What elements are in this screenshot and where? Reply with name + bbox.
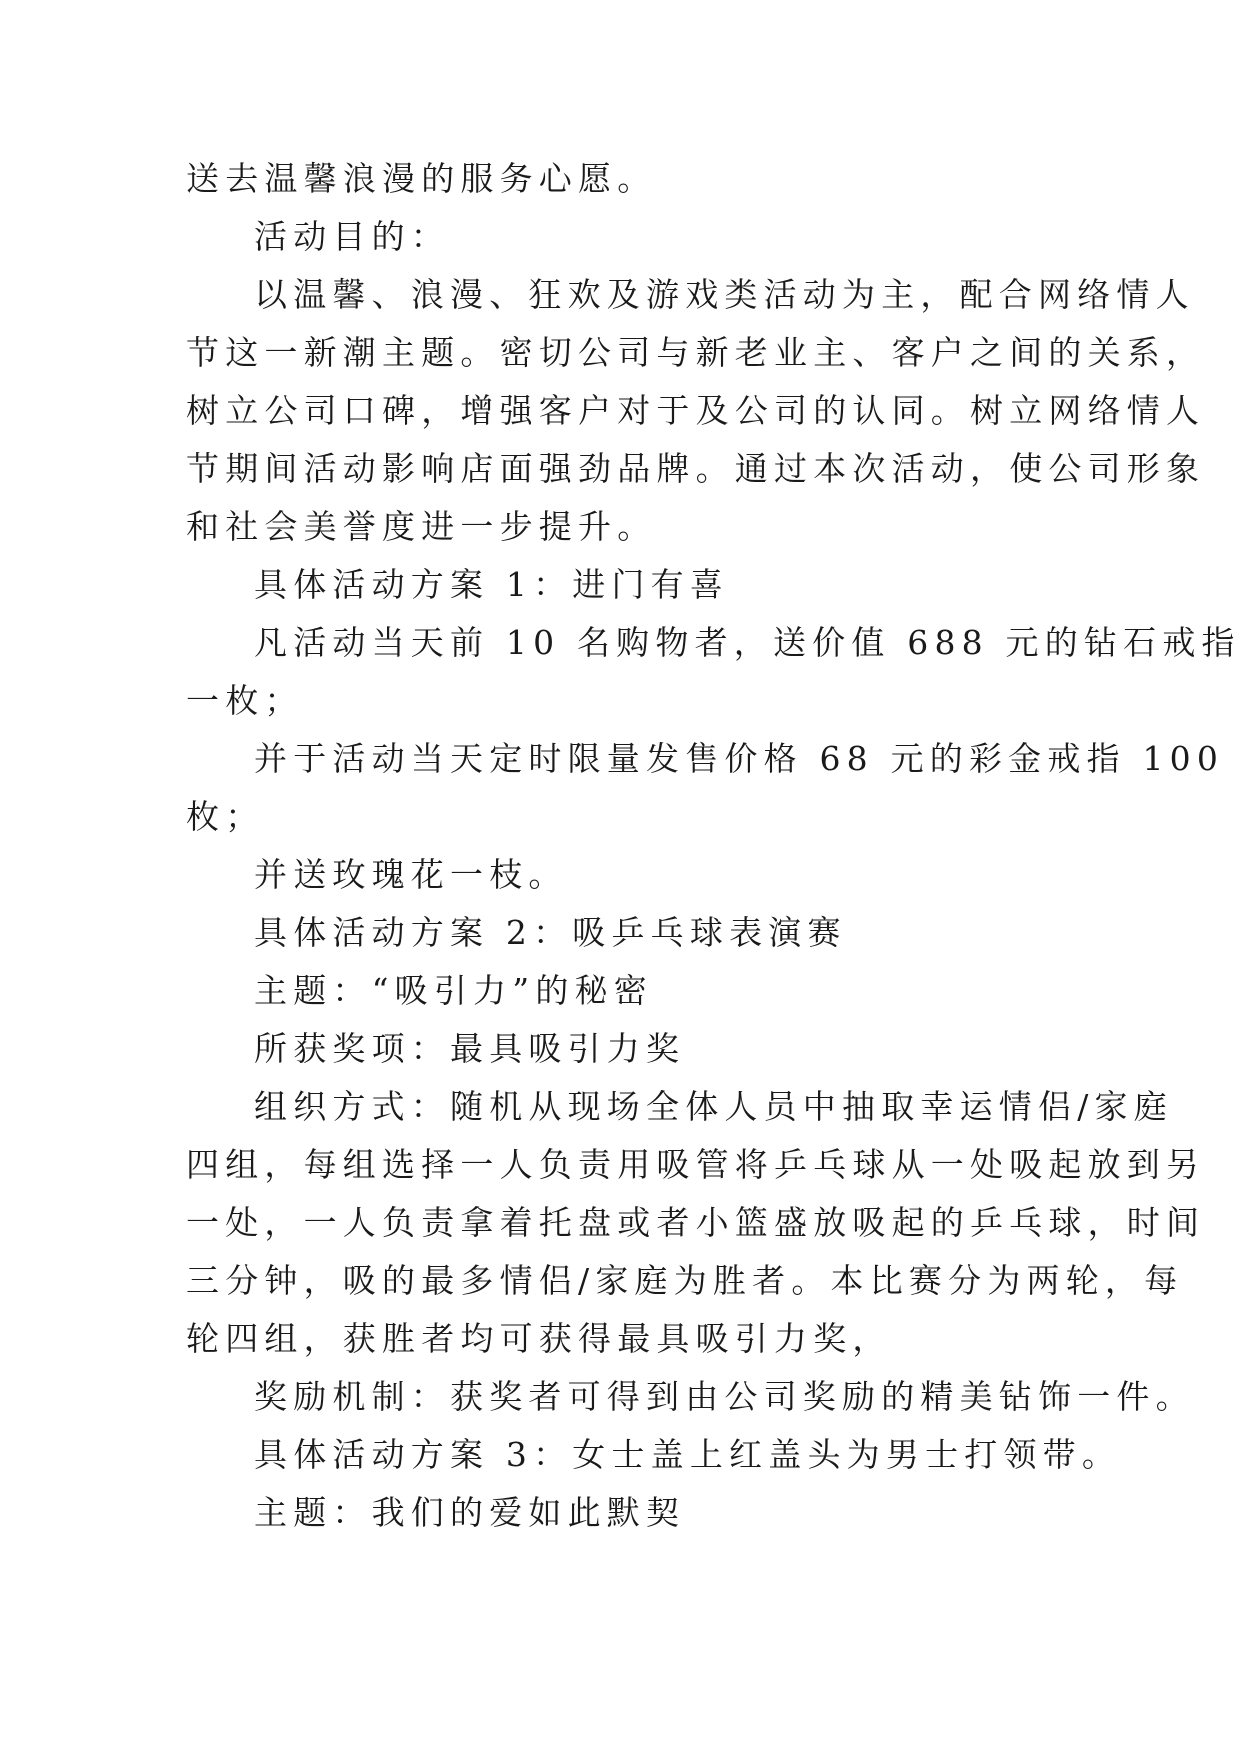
theme-line: 主题：我们的爱如此默契 bbox=[254, 1493, 686, 1532]
paragraph-line: 组织方式：随机从现场全体人员中抽取幸运情侣/家庭 bbox=[254, 1087, 1173, 1126]
paragraph-line: 送去温馨浪漫的服务心愿。 bbox=[186, 159, 657, 198]
paragraph-line: 树立公司口碑，增强客户对于及公司的认同。树立网络情人 bbox=[186, 391, 1206, 430]
paragraph-line: 四组，每组选择一人负责用吸管将乒乓球从一处吸起放到另 bbox=[186, 1145, 1206, 1184]
paragraph-line: 节期间活动影响店面强劲品牌。通过本次活动，使公司形象 bbox=[186, 449, 1206, 488]
paragraph-line: 一枚； bbox=[186, 681, 304, 720]
plan-1-heading: 具体活动方案 1：进门有喜 bbox=[254, 565, 730, 604]
plan-3-heading: 具体活动方案 3：女士盖上红盖头为男士打领带。 bbox=[254, 1435, 1122, 1474]
paragraph-line: 轮四组，获胜者均可获得最具吸引力奖， bbox=[186, 1319, 892, 1358]
paragraph-line: 节这一新潮主题。密切公司与新老业主、客户之间的关系， bbox=[186, 333, 1206, 372]
paragraph-line: 和社会美誉度进一步提升。 bbox=[186, 507, 657, 546]
reward-mechanism-line: 奖励机制：获奖者可得到由公司奖励的精美钻饰一件。 bbox=[254, 1377, 1195, 1416]
paragraph-line: 凡活动当天前 10 名购物者，送价值 688 元的钻石戒指 bbox=[254, 623, 1241, 662]
paragraph-line: 一处，一人负责拿着托盘或者小篮盛放吸起的乒乓球，时间 bbox=[186, 1203, 1206, 1242]
paragraph-line: 并于活动当天定时限量发售价格 68 元的彩金戒指 100 bbox=[254, 739, 1225, 778]
theme-line: 主题：“吸引力”的秘密 bbox=[254, 971, 653, 1010]
paragraph-line: 枚； bbox=[186, 797, 265, 836]
paragraph-line: 并送玫瑰花一枝。 bbox=[254, 855, 568, 894]
plan-2-heading: 具体活动方案 2：吸乒乓球表演赛 bbox=[254, 913, 847, 952]
document-body bbox=[186, 150, 1241, 1542]
award-line: 所获奖项：最具吸引力奖 bbox=[254, 1029, 686, 1068]
paragraph-line: 以温馨、浪漫、狂欢及游戏类活动为主，配合网络情人 bbox=[254, 275, 1195, 314]
section-heading-purpose: 活动目的： bbox=[254, 217, 450, 256]
paragraph-line: 三分钟，吸的最多情侣/家庭为胜者。本比赛分为两轮，每 bbox=[186, 1261, 1184, 1300]
